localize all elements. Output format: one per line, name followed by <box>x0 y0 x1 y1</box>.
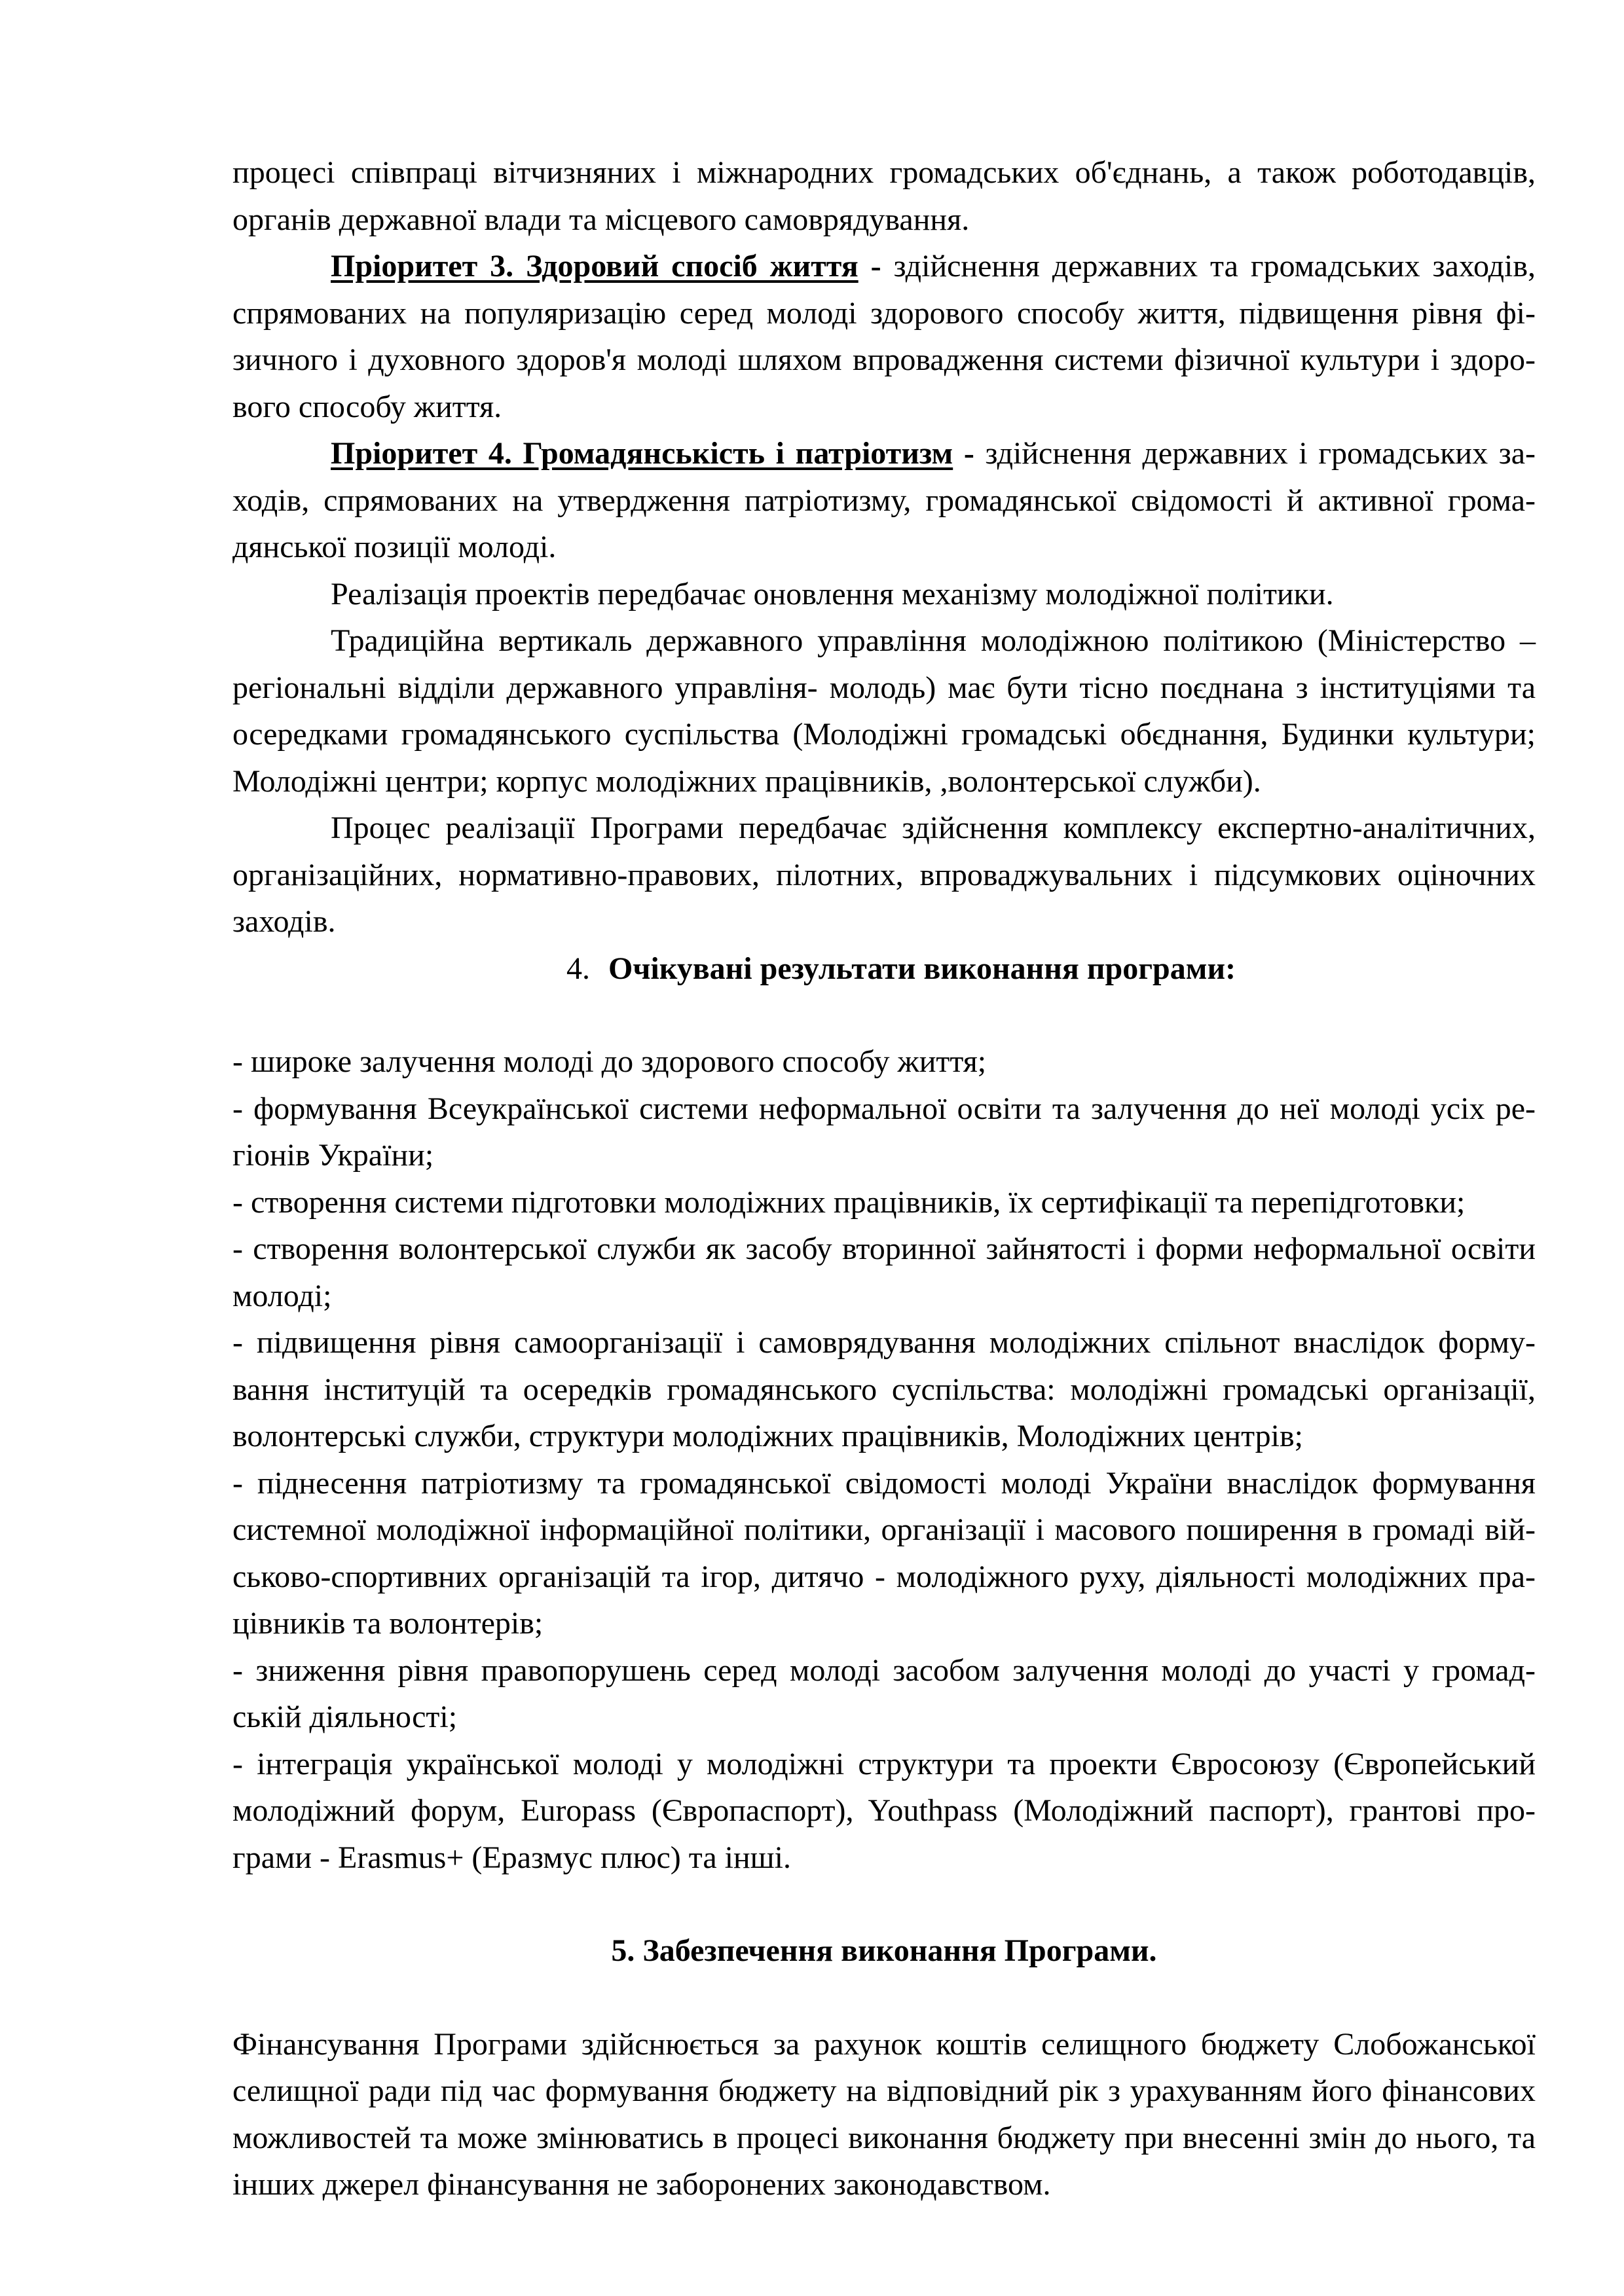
paragraph-priority-4 <box>232 430 1536 571</box>
priority-3-dash: - <box>858 249 881 283</box>
paragraph-continuation: процесі співпраці вітчизняних і міжнародних громадських об'єднань, а також роботодавців, органів державної влади та місцевого самоврядування. <box>232 155 1536 237</box>
result-item: - зниження рівня правопорушень серед молоді засобом залучення молоді до участі у громадській діяльності; <box>232 1652 1536 1734</box>
paragraph-financing: Фінансування Програми здійснюється за рахунок коштів селищного бюджету Слобожанської селищної ради під час формування бюджету на відповідний рік з урахуванням його фінансових можливостей та може змінюватись в процесі виконання бюджету при внесенні змін до нього, та інших джерел фінансування не заборонених законодавством. <box>232 2026 1536 2202</box>
spacer <box>232 1881 1536 1927</box>
section-5-heading: 5. Забезпечення виконання Програми. <box>611 1933 1157 1968</box>
paragraph-implementation: Реалізація проектів передбачає оновлення механізму молодіжної політики. <box>331 576 1334 611</box>
result-item: - піднесення патріотизму та громадянської свідомості молоді України внаслідок формування системної молодіжної інформаційної політики, організації і масового поширення в громаді військово-спортивних організацій та ігор, дитячо - молодіжного руху, діяльності молодіжних працівників та волонтерів; <box>232 1465 1536 1641</box>
result-item: - формування Всеукраїнської системи неформальної освіти та залучення до неї молоді усіх регіонів України; <box>232 1091 1536 1173</box>
paragraph-priority-3 <box>232 243 1536 430</box>
section-4-title: Очікувані результати виконання програми: <box>608 951 1236 986</box>
priority-3-text: здійснення державних та громадських заходів, спрямованих на популяризацію серед молоді здорового способу життя, підвищення рівня фізичного і духовного здоров'я молоді шляхом впровадження системи фізичної культури і здорового способу життя. <box>232 249 1536 424</box>
priority-4-text: здійснення державних і громадських заходів, спрямованих на утвердження патріотизму, громадянської свідомості й активної громадянської позиції молоді. <box>232 436 1536 564</box>
result-item: - підвищення рівня самоорганізації і самоврядування молодіжних спільнот внаслідок формування інституцій та осередків громадянського суспільства: молодіжні громадські організації, волонтерські служби, структури молодіжних працівників, Молодіжних центрів; <box>232 1325 1536 1453</box>
priority-3-title: Пріоритет 3. Здоровий спосіб життя <box>331 249 858 283</box>
result-item: - створення системи підготовки молодіжних працівників, їх сертифікації та перепідготовки; <box>232 1184 1466 1220</box>
priority-4-title: Пріоритет 4. Громадянськість і патріотизм <box>331 436 953 471</box>
result-item: - інтеграція української молоді у молодіжні структури та проекти Євросоюзу (Європейський молодіжний форум, Europass (Європаспорт), Youthpass (Молодіжний паспорт), грантові програми - Erasmus+ (Еразмус плюс) та інші. <box>232 1746 1536 1875</box>
section-4-heading <box>232 945 1536 993</box>
section-4-number: 4. <box>566 951 590 986</box>
spacer <box>232 1975 1536 2021</box>
priority-4-dash: - <box>953 436 974 471</box>
spacer <box>232 992 1536 1038</box>
result-item: - створення волонтерської служби як засобу вторинної зайнятості і форми неформальної освіти молоді; <box>232 1231 1536 1313</box>
paragraph-vertical: Традиційна вертикаль державного управління молодіжною політикою (Міністерство – регіональні відділи державного управліня- молодь) має бути тісно поєднана з інституціями та осередками громадянського суспільства (Молодіжні громадські обєднання, Будинки культури; Молодіжні центри; корпус молодіжних працівників, ,волонтерської служби). <box>232 623 1536 799</box>
document-page <box>232 149 1536 2208</box>
paragraph-process: Процес реалізації Програми передбачає здійснення комплексу експертно-аналітичних, організаційних, нормативно-правових, пілотних, впроваджувальних і підсумкових оціночних заходів. <box>232 811 1536 939</box>
result-item: - широке залучення молоді до здорового способу життя; <box>232 1044 987 1079</box>
